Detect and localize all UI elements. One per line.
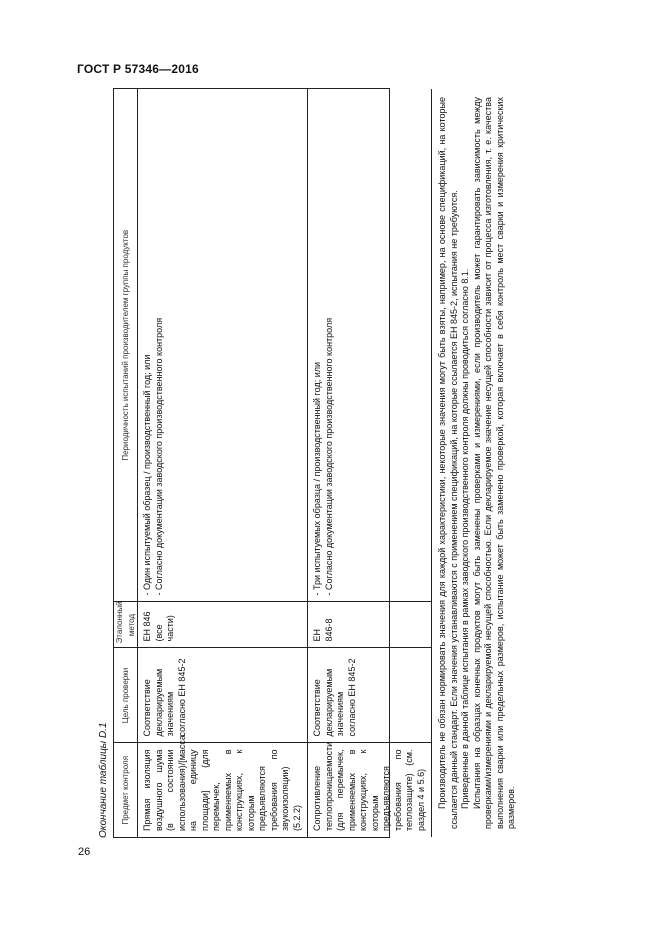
cell-frequency — [138, 89, 308, 602]
cell-subject: Прямая изоляция воздушного шума (в состоянии использования)/[масса на единицу площади] (для перемычек, применяемых в конструкциях, к которым предъявляются требования по звукоизоляции) (5.2.2) — [138, 743, 308, 837]
table-frame — [113, 88, 516, 838]
table-header-row — [114, 89, 138, 837]
control-table — [114, 89, 432, 837]
cell-frequency — [308, 89, 432, 602]
note-paragraph: Производитель не обязан нормировать значения для каждой характеристики, некоторые значения могут быть взяты, например, на основе спецификаций, на которые ссылается данный стандарт. Если значения устанавливаются с применением спецификаций, на которые ссылается ЕН 845-2, испытания не требуются. — [437, 97, 459, 829]
standard-id: ГОСТ Р 57346—2016 — [77, 62, 199, 76]
table-row — [308, 89, 432, 837]
frequency-line: - Согласно документации заводского производственного контроля — [323, 317, 334, 596]
note-paragraph: Приведенные в данной таблице испытания в рамках заводского производственного контроля должны проводиться согласно 8.1. — [460, 268, 470, 809]
frequency-line: - Согласно документации заводского производственного контроля — [153, 317, 164, 596]
cell-purpose: Соответствие декларируемым значениям согласно ЕН 845-2 — [138, 648, 308, 743]
note-paragraph: Испытания на образцах конечных продуктов могут быть заменены проверками и измерениями, если производитель может гарантировать зависимость между проверками/измерениями и декларируемой несущей способностью. Если декларируемое значение несущей способности зависит от процесса изготовления, т. е. качества выполнения сварки или предельных размеров, испытание может быть заменено проверкой, которая включает в себя контроль мест сварки и измерения критических размеров. — [471, 97, 516, 829]
frequency-line: - Один испытуемый образец / производственный год; или — [142, 354, 152, 596]
cell-purpose: Соответствие декларируемым значениям согласно ЕН 845-2 — [308, 648, 432, 743]
header-method: Эталонный метод — [114, 602, 138, 648]
table-caption: Окончание таблицы D.1 — [98, 722, 109, 838]
header-frequency: Периодичность испытаний производителем группы продуктов — [114, 89, 138, 602]
header-subject: Предмет контроля — [114, 743, 138, 837]
page-number: 26 — [78, 846, 91, 858]
frequency-line: - Три испытуемых образца / производственный год; или — [312, 361, 322, 596]
header-purpose: Цель проверки — [114, 648, 138, 743]
cell-subject: Сопротивление теплопроницаемости (для перемычек, применяемых в конструкциях, к которым предъявляются требования по теплозащите) (см. раздел 4 и 5.6) — [308, 743, 432, 837]
cell-method: ЕН 846 (все части) — [138, 602, 308, 648]
table-notes — [432, 89, 523, 837]
rotated-table-block — [95, 88, 516, 838]
cell-method: ЕН 846-8 — [308, 602, 432, 648]
table-row — [138, 89, 308, 837]
